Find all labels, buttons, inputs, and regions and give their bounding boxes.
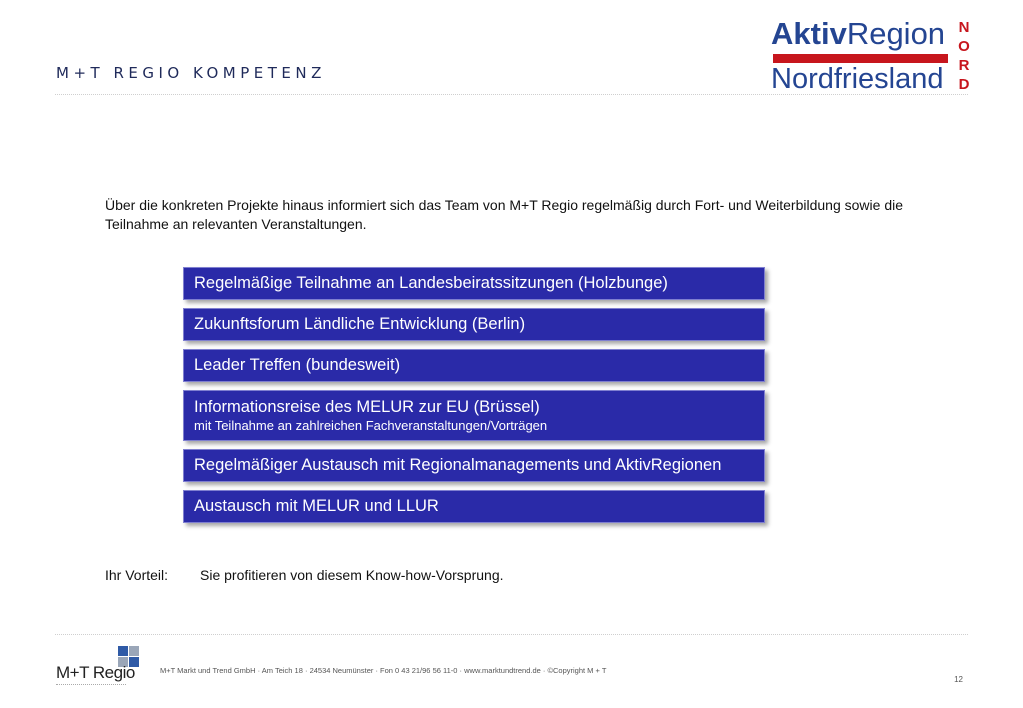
advantage-label: Ihr Vorteil: — [105, 567, 169, 583]
logo-nord-r: R — [958, 57, 970, 74]
activity-list — [183, 267, 765, 531]
intro-paragraph: Über die konkreten Projekte hinaus informiert sich das Team von M+T Regio regelmäßig durch Fort- und Weiterbildung sowie die Teilnahme an relevanten Veranstaltungen. — [105, 197, 903, 232]
list-item — [183, 349, 765, 382]
list-item — [183, 390, 765, 441]
logo-nord-letters — [957, 18, 971, 94]
logo-line2: Nordfriesland — [771, 63, 944, 95]
logo-nord-d: D — [958, 76, 970, 93]
list-item — [183, 449, 765, 482]
advantage-line — [105, 566, 504, 585]
list-item — [183, 308, 765, 341]
logo-nord-o: O — [958, 38, 970, 55]
logo-line1-rest: Region — [846, 16, 946, 51]
page-number: 12 — [954, 675, 963, 684]
logo-nord-n: N — [958, 19, 970, 36]
logo-wordmark: M+T Regio — [56, 663, 135, 682]
list-item-label: Regelmäßiger Austausch mit Regionalmanagements und AktivRegionen — [194, 456, 722, 474]
page-title: M+T REGIO KOMPETENZ — [56, 64, 326, 82]
mt-regio-logo — [56, 646, 136, 692]
list-item-sublabel: mit Teilnahme an zahlreichen Fachveranstaltungen/Vorträgen — [194, 418, 548, 433]
footer-divider — [55, 634, 968, 635]
logo-line1-bold: Aktiv — [771, 16, 847, 51]
logo-square-icon — [118, 646, 128, 656]
aktivregion-logo — [771, 16, 971, 96]
logo-tagline-rule — [56, 684, 126, 688]
list-item — [183, 267, 765, 300]
list-item-label: Leader Treffen (bundesweit) — [194, 356, 401, 374]
list-item — [183, 490, 765, 523]
list-item-label: Austausch mit MELUR und LLUR — [194, 497, 439, 515]
list-item-label: Zukunftsforum Ländliche Entwicklung (Berlin) — [194, 315, 526, 333]
list-item-label: Informationsreise des MELUR zur EU (Brüssel) — [194, 398, 540, 416]
logo-square-icon — [129, 646, 139, 656]
footer-address: M+T Markt und Trend GmbH · Am Teich 18 · 24534 Neumünster · Fon 0 43 21/96 56 11-0 · www.marktundtrend.de · ©Copyright M + T — [160, 666, 607, 675]
advantage-text: Sie profitieren von diesem Know-how-Vorsprung. — [200, 567, 504, 583]
list-item-label: Regelmäßige Teilnahme an Landesbeiratssitzungen (Holzbunge) — [194, 274, 668, 292]
